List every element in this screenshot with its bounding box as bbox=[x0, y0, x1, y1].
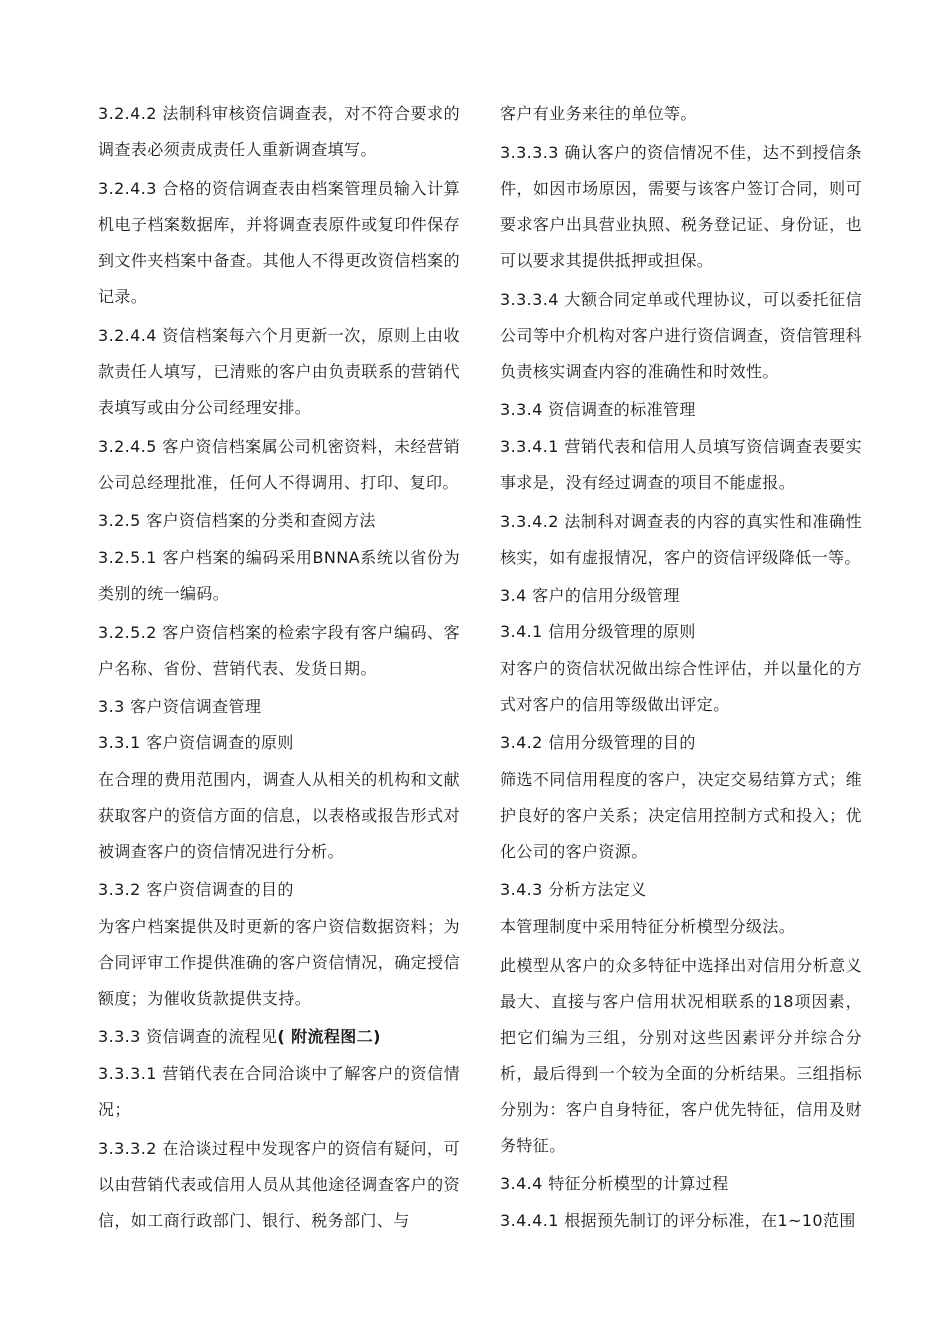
paragraph: 在合理的费用范围内，调查人从相关的机构和文献获取客户的资信方面的信息，以表格或报告形式对被调查客户的资信情况进行分析。 bbox=[98, 770, 460, 861]
flowchart-reference: ( 附流程图二) bbox=[277, 1027, 381, 1046]
paragraph: 3.4.4.1 根据预先制订的评分标准，在1~10范围 bbox=[500, 1211, 856, 1230]
section-heading: 3.3.4 资信调查的标准管理 bbox=[500, 400, 696, 419]
paragraph: 3.2.4.2 法制科审核资信调查表，对不符合要求的调查表必须责成责任人重新调查填写。 bbox=[98, 104, 460, 159]
section-heading-text: 3.3.3 资信调查的流程见 bbox=[98, 1027, 278, 1046]
section-heading: 3.4.4 特征分析模型的计算过程 bbox=[500, 1174, 729, 1193]
paragraph: 对客户的资信状况做出综合性评估，并以量化的方式对客户的信用等级做出评定。 bbox=[500, 659, 862, 714]
section-heading bbox=[98, 1020, 460, 1053]
paragraph: 3.3.3.2 在洽谈过程中发现客户的资信有疑问，可以由营销代表或信用人员从其他途径调查客户的资信，如工商行政部门、银行、税务部门、与 bbox=[98, 1139, 460, 1230]
section-heading: 3.4 客户的信用分级管理 bbox=[500, 586, 680, 605]
section-heading: 3.4.3 分析方法定义 bbox=[500, 880, 647, 899]
paragraph: 3.3.3.4 大额合同定单或代理协议，可以委托征信公司等中介机构对客户进行资信调查，资信管理科负责核实调查内容的准确性和时效性。 bbox=[500, 290, 862, 381]
section-heading: 3.4.1 信用分级管理的原则 bbox=[500, 622, 696, 641]
section-heading: 3.3.2 客户资信调查的目的 bbox=[98, 880, 294, 899]
paragraph: 3.2.4.4 资信档案每六个月更新一次，原则上由收款责任人填写，已清账的客户由负责联系的营销代表填写或由分公司经理安排。 bbox=[98, 326, 460, 417]
paragraph: 3.2.5.2 客户资信档案的检索字段有客户编码、客户名称、省份、营销代表、发货日期。 bbox=[98, 623, 460, 678]
right-text-column bbox=[500, 96, 862, 1242]
section-heading: 3.2.5 客户资信档案的分类和查阅方法 bbox=[98, 511, 376, 530]
paragraph: 客户有业务来往的单位等。 bbox=[500, 104, 697, 123]
paragraph: 此模型从客户的众多特征中选择出对信用分析意义最大、直接与客户信用状况相联系的18项因素，把它们编为三组，分别对这些因素评分并综合分析，最后得到一个较为全面的分析结果。三组指标分别为：客户自身特征，客户优先特征，信用及财务特征。 bbox=[500, 956, 862, 1155]
paragraph: 3.3.4.1 营销代表和信用人员填写资信调查表要实事求是，没有经过调查的项目不能虚报。 bbox=[500, 437, 862, 492]
section-heading: 3.3.1 客户资信调查的原则 bbox=[98, 733, 294, 752]
paragraph: 3.3.3.3 确认客户的资信情况不佳，达不到授信条件，如因市场原因，需要与该客户签订合同，则可要求客户出具营业执照、税务登记证、身份证，也可以要求其提供抵押或担保。 bbox=[500, 143, 862, 270]
paragraph: 筛选不同信用程度的客户，决定交易结算方式；维护良好的客户关系；决定信用控制方式和投入；优化公司的客户资源。 bbox=[500, 770, 862, 861]
paragraph: 3.2.4.3 合格的资信调查表由档案管理员输入计算机电子档案数据库，并将调查表原件或复印件保存到文件夹档案中备查。其他人不得更改资信档案的记录。 bbox=[98, 179, 460, 306]
paragraph: 3.3.4.2 法制科对调查表的内容的真实性和准确性核实，如有虚报情况，客户的资信评级降低一等。 bbox=[500, 512, 862, 567]
paragraph: 3.3.3.1 营销代表在合同洽谈中了解客户的资信情况； bbox=[98, 1064, 460, 1119]
paragraph: 3.2.4.5 客户资信档案属公司机密资料，未经营销公司总经理批准，任何人不得调用、打印、复印。 bbox=[98, 437, 460, 492]
left-text-column bbox=[98, 96, 460, 1242]
section-heading: 3.3 客户资信调查管理 bbox=[98, 697, 262, 716]
paragraph: 为客户档案提供及时更新的客户资信数据资料；为合同评审工作提供准确的客户资信情况，确定授信额度；为催收货款提供支持。 bbox=[98, 917, 460, 1008]
paragraph: 本管理制度中采用特征分析模型分级法。 bbox=[500, 917, 796, 936]
paragraph: 3.2.5.1 客户档案的编码采用BNNA系统以省份为类别的统一编码。 bbox=[98, 548, 460, 603]
section-heading: 3.4.2 信用分级管理的目的 bbox=[500, 733, 696, 752]
